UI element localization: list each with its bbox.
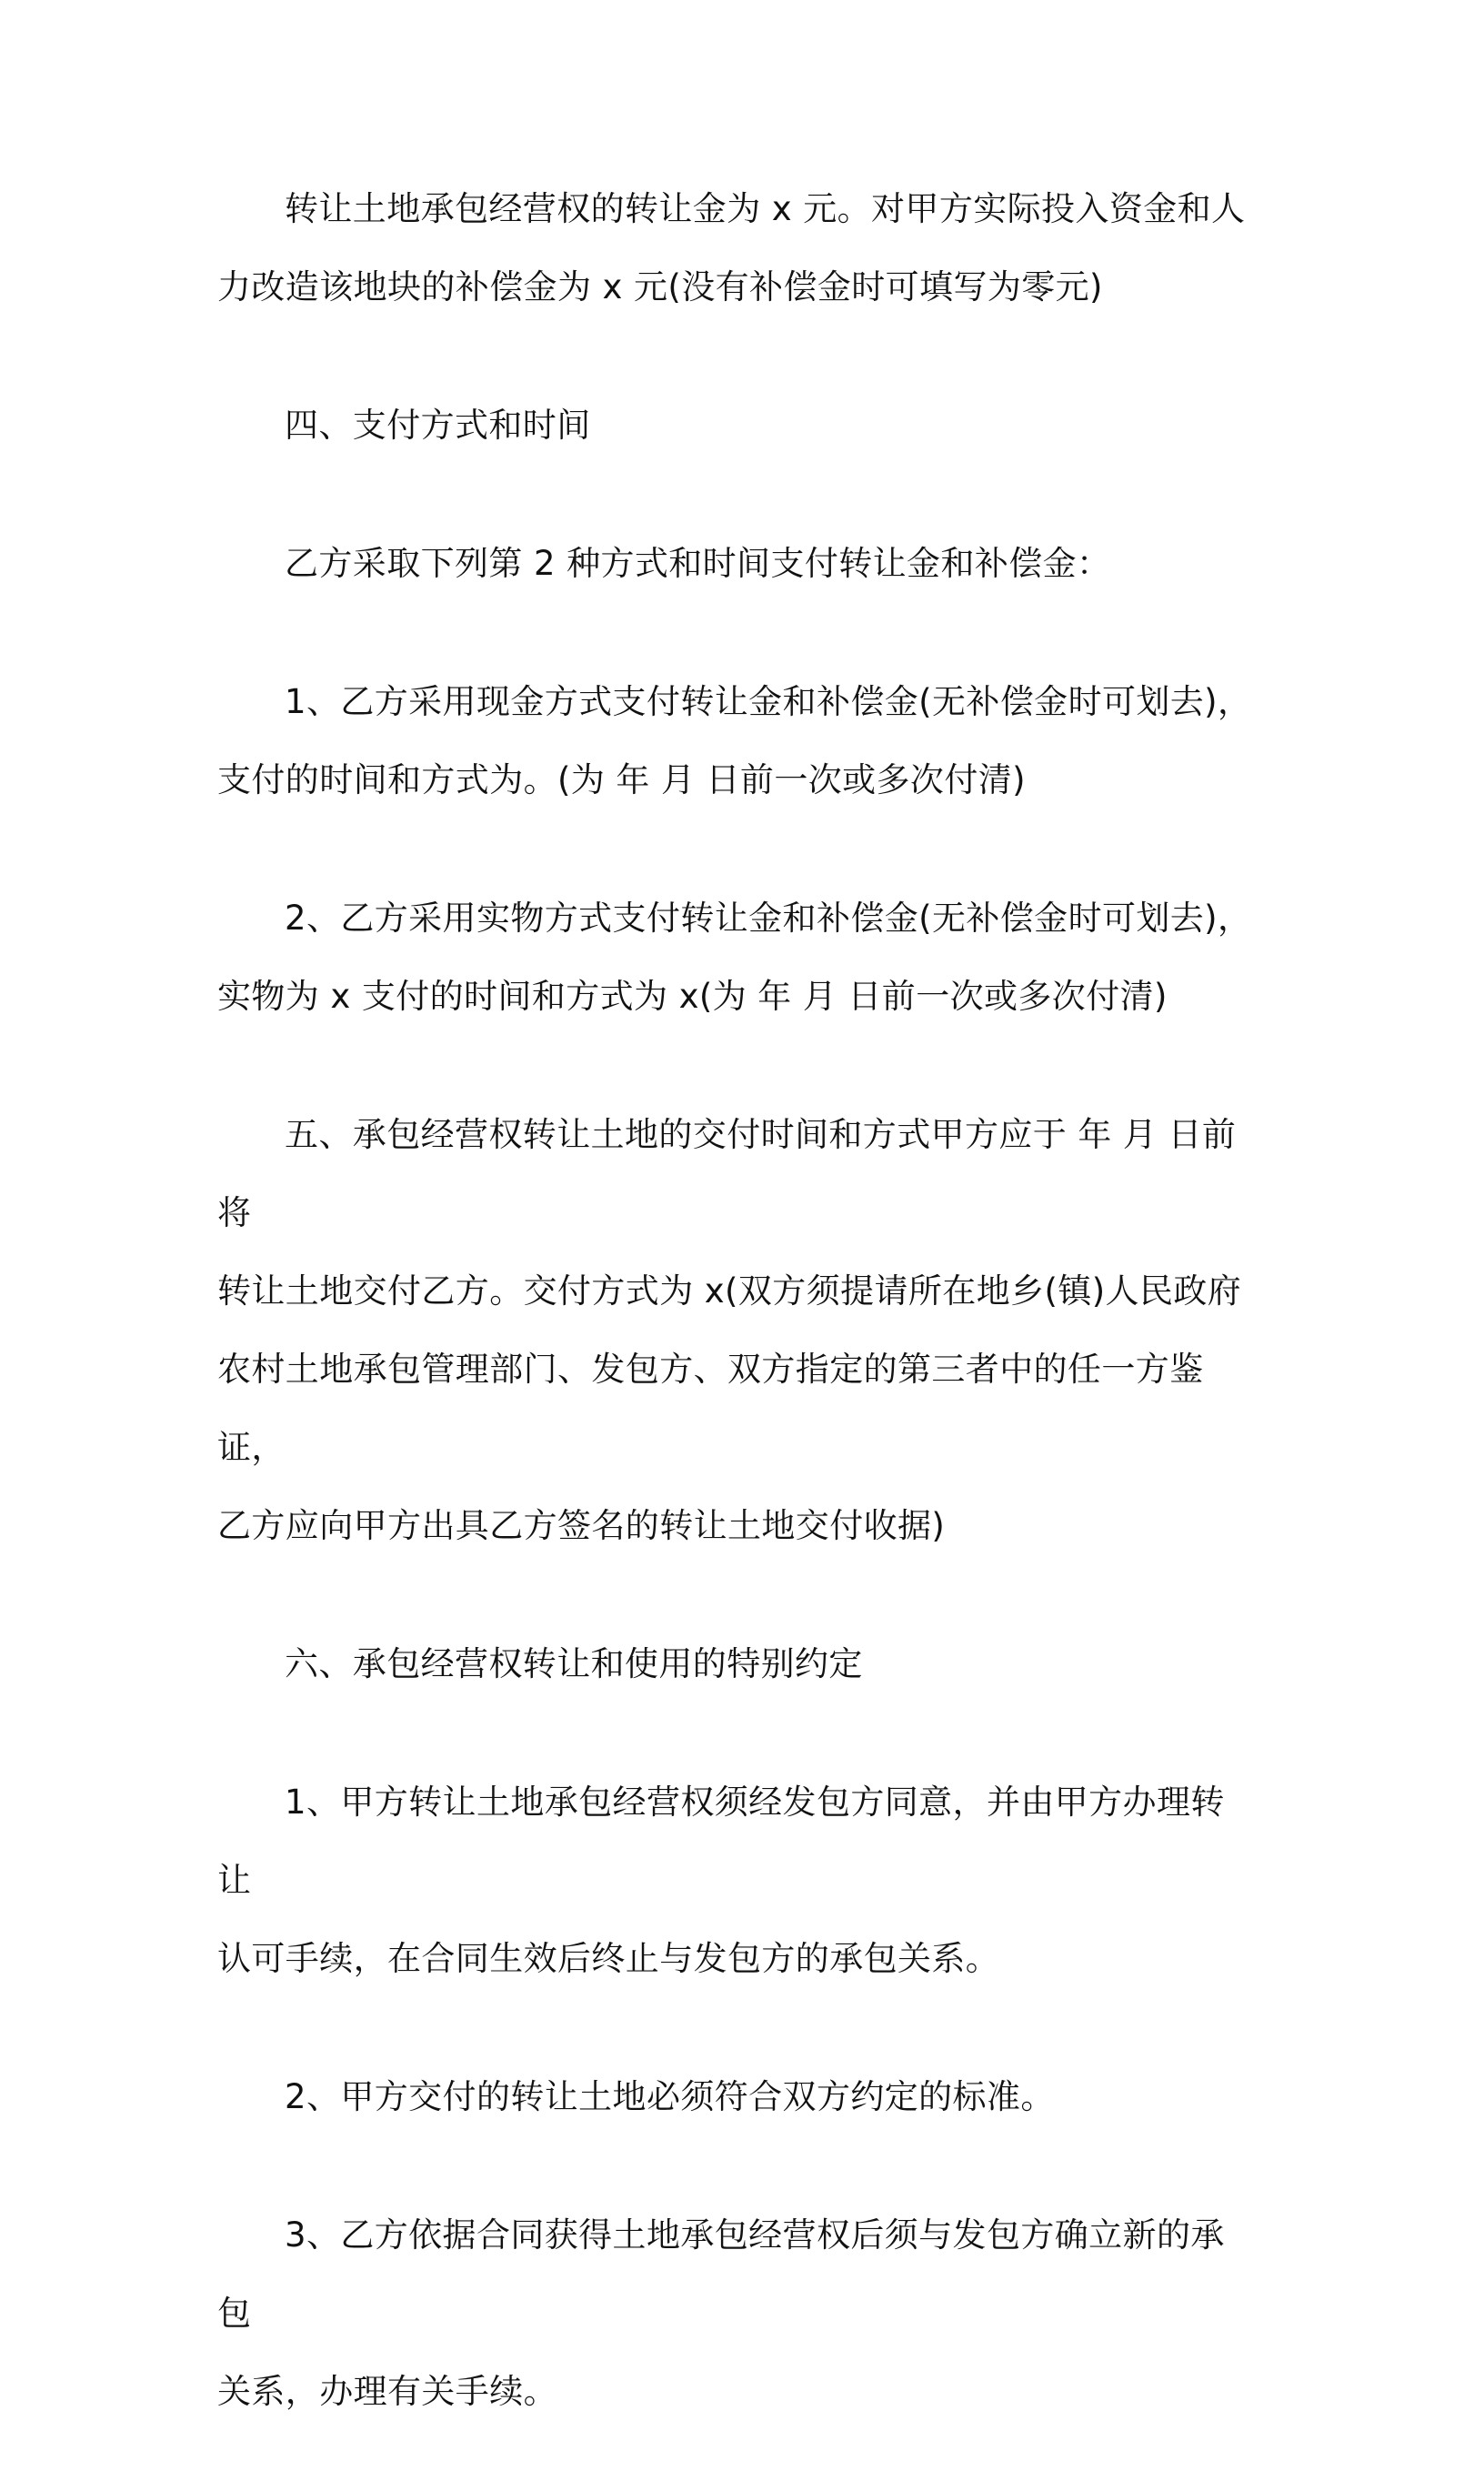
text-line: 五、承包经营权转让土地的交付时间和方式甲方应于 年 月 日前将 [217, 1115, 1237, 1232]
text-line: 1、乙方采用现金方式支付转让金和补偿金(无补偿金时可划去)， [285, 682, 1252, 721]
text-line: 2、乙方采用实物方式支付转让金和补偿金(无补偿金时可划去)， [285, 899, 1252, 938]
heading-text: 四、支付方式和时间 [285, 406, 591, 445]
text-line: 认可手续，在合同生效后终止与发包方的承包关系。 [217, 1939, 1000, 1978]
paragraph-goods-payment [217, 879, 1258, 1036]
text-line: 1、甲方转让土地承包经营权须经发包方同意，并由甲方办理转让 [217, 1783, 1225, 1900]
text-line: 转让土地承包经营权的转让金为 x 元。对甲方实际投入资金和人 [285, 189, 1246, 228]
paragraph-cash-payment [217, 663, 1258, 819]
text-line: 关系，办理有关手续。 [217, 2372, 557, 2411]
text-line: 实物为 x 支付的时间和方式为 x(为 年 月 日前一次或多次付清) [217, 977, 1168, 1016]
paragraph-special-1 [217, 1763, 1258, 1998]
paragraph-transfer-fee [217, 170, 1258, 326]
text-line: 2、甲方交付的转让土地必须符合双方约定的标准。 [285, 2077, 1055, 2116]
text-line: 3、乙方依据合同获得土地承包经营权后须与发包方确立新的承包 [217, 2215, 1225, 2333]
text-line: 乙方应向甲方出具乙方签名的转让土地交付收据) [217, 1506, 946, 1545]
paragraph-delivery [217, 1096, 1258, 1565]
section-heading-special [217, 1625, 1258, 1703]
paragraph-special-2 [217, 2058, 1258, 2136]
text-line: 农村土地承包管理部门、发包方、双方指定的第三者中的任一方鉴证， [217, 1350, 1204, 1467]
text-line: 乙方采取下列第 2 种方式和时间支付转让金和补偿金： [285, 544, 1111, 583]
text-line: 力改造该地块的补偿金为 x 元(没有补偿金时可填写为零元) [217, 267, 1103, 306]
paragraph-payment-choice [217, 525, 1258, 603]
text-line: 支付的时间和方式为。(为 年 月 日前一次或多次付清) [217, 760, 1026, 799]
heading-text: 六、承包经营权转让和使用的特别约定 [285, 1644, 863, 1683]
section-heading-payment [217, 387, 1258, 465]
text-line: 转让土地交付乙方。交付方式为 x(双方须提请所在地乡(镇)人民政府 [217, 1271, 1242, 1311]
paragraph-special-3 [217, 2196, 1258, 2431]
document-body [217, 170, 1258, 2491]
